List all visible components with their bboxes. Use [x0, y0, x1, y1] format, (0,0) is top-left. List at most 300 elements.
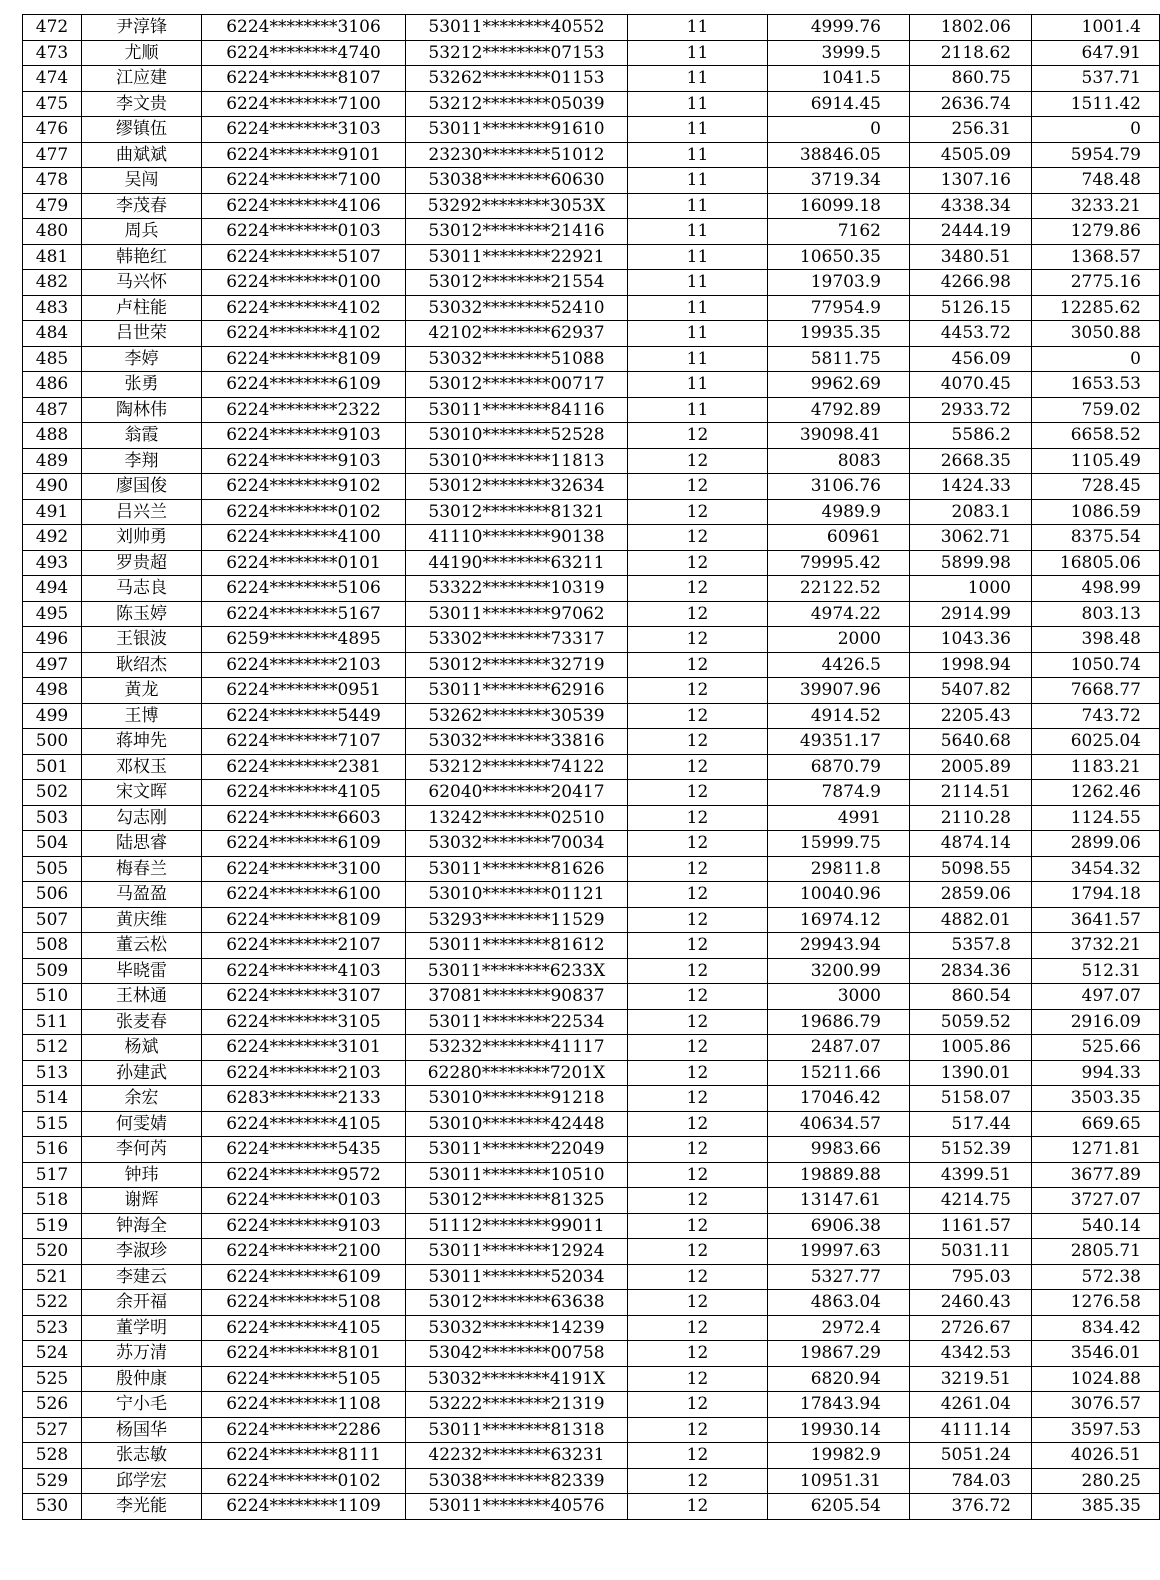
amount-cell: 9983.66: [768, 1137, 910, 1163]
deduction-cell: 994.33: [1032, 1060, 1160, 1086]
amount-cell: 6914.45: [768, 91, 910, 117]
amount-cell: 4914.52: [768, 703, 910, 729]
amount-cell: 4863.04: [768, 1290, 910, 1316]
name-cell: 王林通: [82, 984, 202, 1010]
name-cell: 罗贵超: [82, 550, 202, 576]
id-number-cell: 53262********30539: [406, 703, 628, 729]
deduction-cell: 1262.46: [1032, 780, 1160, 806]
month-cell: 11: [628, 270, 768, 296]
id-number-cell: 53032********4191X: [406, 1366, 628, 1392]
deduction-cell: 1794.18: [1032, 882, 1160, 908]
row-index-cell: 512: [23, 1035, 82, 1061]
bank-card-cell: 6224********8109: [202, 907, 406, 933]
deduction-cell: 572.38: [1032, 1264, 1160, 1290]
deduction-cell: 540.14: [1032, 1213, 1160, 1239]
name-cell: 江应建: [82, 66, 202, 92]
subsidy-cell: 2110.28: [910, 805, 1032, 831]
name-cell: 张志敏: [82, 1443, 202, 1469]
subsidy-cell: 860.75: [910, 66, 1032, 92]
deduction-cell: 497.07: [1032, 984, 1160, 1010]
month-cell: 12: [628, 474, 768, 500]
table-row: [23, 1264, 1160, 1290]
id-number-cell: 53212********74122: [406, 754, 628, 780]
subsidy-cell: 2205.43: [910, 703, 1032, 729]
subsidy-cell: 2460.43: [910, 1290, 1032, 1316]
row-index-cell: 496: [23, 627, 82, 653]
table-row: [23, 550, 1160, 576]
bank-card-cell: 6224********5435: [202, 1137, 406, 1163]
amount-cell: 19997.63: [768, 1239, 910, 1265]
row-index-cell: 530: [23, 1494, 82, 1520]
bank-card-cell: 6224********4740: [202, 40, 406, 66]
amount-cell: 19935.35: [768, 321, 910, 347]
deduction-cell: 1086.59: [1032, 499, 1160, 525]
month-cell: 12: [628, 1239, 768, 1265]
bank-card-cell: 6224********3106: [202, 15, 406, 41]
amount-cell: 16974.12: [768, 907, 910, 933]
name-cell: 勾志刚: [82, 805, 202, 831]
deduction-cell: 525.66: [1032, 1035, 1160, 1061]
id-number-cell: 51112********99011: [406, 1213, 628, 1239]
name-cell: 苏万清: [82, 1341, 202, 1367]
table-row: [23, 1315, 1160, 1341]
table-row: [23, 1239, 1160, 1265]
id-number-cell: 53011********62916: [406, 678, 628, 704]
deduction-cell: 1124.55: [1032, 805, 1160, 831]
name-cell: 李淑珍: [82, 1239, 202, 1265]
month-cell: 12: [628, 1392, 768, 1418]
table-row: [23, 703, 1160, 729]
deduction-cell: 2805.71: [1032, 1239, 1160, 1265]
subsidy-cell: 2118.62: [910, 40, 1032, 66]
deduction-cell: 280.25: [1032, 1468, 1160, 1494]
deduction-cell: 3732.21: [1032, 933, 1160, 959]
table-row: [23, 1009, 1160, 1035]
amount-cell: 38846.05: [768, 142, 910, 168]
row-index-cell: 491: [23, 499, 82, 525]
month-cell: 12: [628, 754, 768, 780]
row-index-cell: 480: [23, 219, 82, 245]
table-row: [23, 244, 1160, 270]
table-row: [23, 958, 1160, 984]
bank-card-cell: 6224********5167: [202, 601, 406, 627]
table-row: [23, 525, 1160, 551]
amount-cell: 4989.9: [768, 499, 910, 525]
id-number-cell: 53012********32719: [406, 652, 628, 678]
row-index-cell: 487: [23, 397, 82, 423]
subsidy-cell: 1000: [910, 576, 1032, 602]
amount-cell: 22122.52: [768, 576, 910, 602]
subsidy-cell: 4111.14: [910, 1417, 1032, 1443]
month-cell: 12: [628, 1494, 768, 1520]
row-index-cell: 488: [23, 423, 82, 449]
bank-card-cell: 6224********3105: [202, 1009, 406, 1035]
name-cell: 董学明: [82, 1315, 202, 1341]
amount-cell: 17046.42: [768, 1086, 910, 1112]
month-cell: 12: [628, 1341, 768, 1367]
row-index-cell: 494: [23, 576, 82, 602]
bank-card-cell: 6224********4100: [202, 525, 406, 551]
month-cell: 11: [628, 168, 768, 194]
bank-card-cell: 6224********1109: [202, 1494, 406, 1520]
table-row: [23, 372, 1160, 398]
subsidy-cell: 1005.86: [910, 1035, 1032, 1061]
amount-cell: 6205.54: [768, 1494, 910, 1520]
table-row: [23, 882, 1160, 908]
amount-cell: 4792.89: [768, 397, 910, 423]
table-row: [23, 117, 1160, 143]
amount-cell: 10650.35: [768, 244, 910, 270]
subsidy-cell: 4505.09: [910, 142, 1032, 168]
subsidy-cell: 5407.82: [910, 678, 1032, 704]
row-index-cell: 527: [23, 1417, 82, 1443]
table-row: [23, 346, 1160, 372]
id-number-cell: 53322********10319: [406, 576, 628, 602]
amount-cell: 7874.9: [768, 780, 910, 806]
name-cell: 韩艳红: [82, 244, 202, 270]
name-cell: 黄龙: [82, 678, 202, 704]
name-cell: 孙建武: [82, 1060, 202, 1086]
name-cell: 张勇: [82, 372, 202, 398]
table-row: [23, 1468, 1160, 1494]
name-cell: 周兵: [82, 219, 202, 245]
name-cell: 王银波: [82, 627, 202, 653]
month-cell: 11: [628, 66, 768, 92]
bank-card-cell: 6224********6109: [202, 1264, 406, 1290]
bank-card-cell: 6224********8109: [202, 346, 406, 372]
id-number-cell: 53042********00758: [406, 1341, 628, 1367]
bank-card-cell: 6224********5108: [202, 1290, 406, 1316]
name-cell: 谢辉: [82, 1188, 202, 1214]
month-cell: 12: [628, 907, 768, 933]
month-cell: 12: [628, 1468, 768, 1494]
row-index-cell: 503: [23, 805, 82, 831]
deduction-cell: 1050.74: [1032, 652, 1160, 678]
subsidy-cell: 1161.57: [910, 1213, 1032, 1239]
month-cell: 12: [628, 984, 768, 1010]
id-number-cell: 53011********40552: [406, 15, 628, 41]
month-cell: 12: [628, 1086, 768, 1112]
month-cell: 12: [628, 576, 768, 602]
bank-card-cell: 6224********0102: [202, 1468, 406, 1494]
month-cell: 12: [628, 729, 768, 755]
bank-card-cell: 6224********4106: [202, 193, 406, 219]
amount-cell: 15211.66: [768, 1060, 910, 1086]
table-row: [23, 15, 1160, 41]
name-cell: 廖国俊: [82, 474, 202, 500]
name-cell: 李光能: [82, 1494, 202, 1520]
subsidy-cell: 2726.67: [910, 1315, 1032, 1341]
bank-card-cell: 6224********2100: [202, 1239, 406, 1265]
name-cell: 耿绍杰: [82, 652, 202, 678]
subsidy-cell: 4453.72: [910, 321, 1032, 347]
deduction-cell: 1105.49: [1032, 448, 1160, 474]
bank-card-cell: 6224********7100: [202, 168, 406, 194]
id-number-cell: 53232********41117: [406, 1035, 628, 1061]
deduction-cell: 647.91: [1032, 40, 1160, 66]
subsidy-cell: 1802.06: [910, 15, 1032, 41]
bank-card-cell: 6224********2322: [202, 397, 406, 423]
deduction-cell: 1271.81: [1032, 1137, 1160, 1163]
subsidy-cell: 5098.55: [910, 856, 1032, 882]
id-number-cell: 41110********90138: [406, 525, 628, 551]
data-table: [22, 14, 1160, 1520]
month-cell: 12: [628, 448, 768, 474]
name-cell: 陈玉婷: [82, 601, 202, 627]
month-cell: 12: [628, 1188, 768, 1214]
subsidy-cell: 5357.8: [910, 933, 1032, 959]
row-index-cell: 524: [23, 1341, 82, 1367]
id-number-cell: 53010********52528: [406, 423, 628, 449]
deduction-cell: 2775.16: [1032, 270, 1160, 296]
bank-card-cell: 6224********9572: [202, 1162, 406, 1188]
id-number-cell: 62040********20417: [406, 780, 628, 806]
amount-cell: 4974.22: [768, 601, 910, 627]
table-row: [23, 499, 1160, 525]
bank-card-cell: 6224********6109: [202, 831, 406, 857]
amount-cell: 2000: [768, 627, 910, 653]
subsidy-cell: 2668.35: [910, 448, 1032, 474]
table-row: [23, 40, 1160, 66]
subsidy-cell: 860.54: [910, 984, 1032, 1010]
subsidy-cell: 784.03: [910, 1468, 1032, 1494]
amount-cell: 29943.94: [768, 933, 910, 959]
id-number-cell: 53302********73317: [406, 627, 628, 653]
month-cell: 11: [628, 40, 768, 66]
row-index-cell: 509: [23, 958, 82, 984]
table-row: [23, 1494, 1160, 1520]
id-number-cell: 37081********90837: [406, 984, 628, 1010]
deduction-cell: 5954.79: [1032, 142, 1160, 168]
bank-card-cell: 6224********6100: [202, 882, 406, 908]
subsidy-cell: 2914.99: [910, 601, 1032, 627]
row-index-cell: 495: [23, 601, 82, 627]
id-number-cell: 53032********33816: [406, 729, 628, 755]
row-index-cell: 521: [23, 1264, 82, 1290]
table-row: [23, 856, 1160, 882]
id-number-cell: 53032********51088: [406, 346, 628, 372]
month-cell: 12: [628, 1366, 768, 1392]
month-cell: 12: [628, 933, 768, 959]
name-cell: 杨斌: [82, 1035, 202, 1061]
name-cell: 陶林伟: [82, 397, 202, 423]
table-row: [23, 627, 1160, 653]
subsidy-cell: 456.09: [910, 346, 1032, 372]
name-cell: 钟玮: [82, 1162, 202, 1188]
table-row: [23, 601, 1160, 627]
month-cell: 12: [628, 550, 768, 576]
bank-card-cell: 6224********8101: [202, 1341, 406, 1367]
table-row: [23, 168, 1160, 194]
amount-cell: 3200.99: [768, 958, 910, 984]
bank-card-cell: 6224********6109: [202, 372, 406, 398]
amount-cell: 2972.4: [768, 1315, 910, 1341]
bank-card-cell: 6224********8111: [202, 1443, 406, 1469]
month-cell: 11: [628, 321, 768, 347]
id-number-cell: 53010********42448: [406, 1111, 628, 1137]
table-row: [23, 729, 1160, 755]
table-row: [23, 66, 1160, 92]
table-row: [23, 321, 1160, 347]
month-cell: 12: [628, 1060, 768, 1086]
table-row: [23, 805, 1160, 831]
amount-cell: 16099.18: [768, 193, 910, 219]
id-number-cell: 53010********01121: [406, 882, 628, 908]
row-index-cell: 501: [23, 754, 82, 780]
amount-cell: 19703.9: [768, 270, 910, 296]
row-index-cell: 508: [23, 933, 82, 959]
table-row: [23, 933, 1160, 959]
subsidy-cell: 5640.68: [910, 729, 1032, 755]
bank-card-cell: 6224********2103: [202, 1060, 406, 1086]
id-number-cell: 53011********22921: [406, 244, 628, 270]
deduction-cell: 537.71: [1032, 66, 1160, 92]
id-number-cell: 42232********63231: [406, 1443, 628, 1469]
bank-card-cell: 6259********4895: [202, 627, 406, 653]
row-index-cell: 473: [23, 40, 82, 66]
subsidy-cell: 4214.75: [910, 1188, 1032, 1214]
amount-cell: 10040.96: [768, 882, 910, 908]
amount-cell: 19930.14: [768, 1417, 910, 1443]
amount-cell: 29811.8: [768, 856, 910, 882]
name-cell: 董云松: [82, 933, 202, 959]
id-number-cell: 53012********32634: [406, 474, 628, 500]
table-row: [23, 1213, 1160, 1239]
id-number-cell: 53012********81321: [406, 499, 628, 525]
bank-card-cell: 6224********9103: [202, 423, 406, 449]
name-cell: 吕世荣: [82, 321, 202, 347]
name-cell: 梅春兰: [82, 856, 202, 882]
row-index-cell: 510: [23, 984, 82, 1010]
month-cell: 11: [628, 117, 768, 143]
row-index-cell: 485: [23, 346, 82, 372]
month-cell: 12: [628, 627, 768, 653]
deduction-cell: 1024.88: [1032, 1366, 1160, 1392]
deduction-cell: 512.31: [1032, 958, 1160, 984]
table-row: [23, 474, 1160, 500]
bank-card-cell: 6224********7100: [202, 91, 406, 117]
month-cell: 12: [628, 1137, 768, 1163]
month-cell: 12: [628, 882, 768, 908]
id-number-cell: 53011********81626: [406, 856, 628, 882]
table-row: [23, 397, 1160, 423]
deduction-cell: 728.45: [1032, 474, 1160, 500]
table-row: [23, 1086, 1160, 1112]
id-number-cell: 53038********60630: [406, 168, 628, 194]
amount-cell: 13147.61: [768, 1188, 910, 1214]
row-index-cell: 484: [23, 321, 82, 347]
name-cell: 吕兴兰: [82, 499, 202, 525]
id-number-cell: 53038********82339: [406, 1468, 628, 1494]
subsidy-cell: 3480.51: [910, 244, 1032, 270]
table-row: [23, 1111, 1160, 1137]
amount-cell: 19982.9: [768, 1443, 910, 1469]
bank-card-cell: 6224********2286: [202, 1417, 406, 1443]
bank-card-cell: 6224********0103: [202, 1188, 406, 1214]
subsidy-cell: 5031.11: [910, 1239, 1032, 1265]
subsidy-cell: 4338.34: [910, 193, 1032, 219]
bank-card-cell: 6224********2381: [202, 754, 406, 780]
subsidy-cell: 2859.06: [910, 882, 1032, 908]
name-cell: 余宏: [82, 1086, 202, 1112]
bank-card-cell: 6224********5106: [202, 576, 406, 602]
name-cell: 何雯婧: [82, 1111, 202, 1137]
deduction-cell: 3076.57: [1032, 1392, 1160, 1418]
name-cell: 翁霞: [82, 423, 202, 449]
table-row: [23, 1443, 1160, 1469]
bank-card-cell: 6224********0102: [202, 499, 406, 525]
bank-card-cell: 6224********8107: [202, 66, 406, 92]
name-cell: 陆思睿: [82, 831, 202, 857]
amount-cell: 2487.07: [768, 1035, 910, 1061]
row-index-cell: 483: [23, 295, 82, 321]
id-number-cell: 53011********6233X: [406, 958, 628, 984]
name-cell: 殷仲康: [82, 1366, 202, 1392]
amount-cell: 1041.5: [768, 66, 910, 92]
row-index-cell: 525: [23, 1366, 82, 1392]
amount-cell: 10951.31: [768, 1468, 910, 1494]
bank-card-cell: 6224********0100: [202, 270, 406, 296]
subsidy-cell: 2933.72: [910, 397, 1032, 423]
month-cell: 12: [628, 780, 768, 806]
name-cell: 钟海全: [82, 1213, 202, 1239]
month-cell: 12: [628, 1417, 768, 1443]
month-cell: 11: [628, 372, 768, 398]
deduction-cell: 3454.32: [1032, 856, 1160, 882]
id-number-cell: 53293********11529: [406, 907, 628, 933]
row-index-cell: 518: [23, 1188, 82, 1214]
table-row: [23, 1060, 1160, 1086]
amount-cell: 39098.41: [768, 423, 910, 449]
deduction-cell: 12285.62: [1032, 295, 1160, 321]
bank-card-cell: 6224********4105: [202, 1111, 406, 1137]
amount-cell: 79995.42: [768, 550, 910, 576]
subsidy-cell: 5152.39: [910, 1137, 1032, 1163]
row-index-cell: 517: [23, 1162, 82, 1188]
row-index-cell: 477: [23, 142, 82, 168]
amount-cell: 39907.96: [768, 678, 910, 704]
row-index-cell: 478: [23, 168, 82, 194]
name-cell: 尹淳锋: [82, 15, 202, 41]
deduction-cell: 3503.35: [1032, 1086, 1160, 1112]
id-number-cell: 53011********81612: [406, 933, 628, 959]
subsidy-cell: 2083.1: [910, 499, 1032, 525]
subsidy-cell: 3219.51: [910, 1366, 1032, 1392]
table-row: [23, 984, 1160, 1010]
month-cell: 11: [628, 219, 768, 245]
amount-cell: 19889.88: [768, 1162, 910, 1188]
table-row: [23, 678, 1160, 704]
month-cell: 12: [628, 1443, 768, 1469]
id-number-cell: 62280********7201X: [406, 1060, 628, 1086]
name-cell: 马兴怀: [82, 270, 202, 296]
table-row: [23, 780, 1160, 806]
bank-card-cell: 6224********9101: [202, 142, 406, 168]
id-number-cell: 53012********21416: [406, 219, 628, 245]
table-row: [23, 1035, 1160, 1061]
month-cell: 12: [628, 805, 768, 831]
id-number-cell: 53011********52034: [406, 1264, 628, 1290]
month-cell: 11: [628, 346, 768, 372]
name-cell: 黄庆维: [82, 907, 202, 933]
id-number-cell: 53012********81325: [406, 1188, 628, 1214]
row-index-cell: 472: [23, 15, 82, 41]
deduction-cell: 3233.21: [1032, 193, 1160, 219]
deduction-cell: 498.99: [1032, 576, 1160, 602]
deduction-cell: 2899.06: [1032, 831, 1160, 857]
deduction-cell: 748.48: [1032, 168, 1160, 194]
amount-cell: 49351.17: [768, 729, 910, 755]
